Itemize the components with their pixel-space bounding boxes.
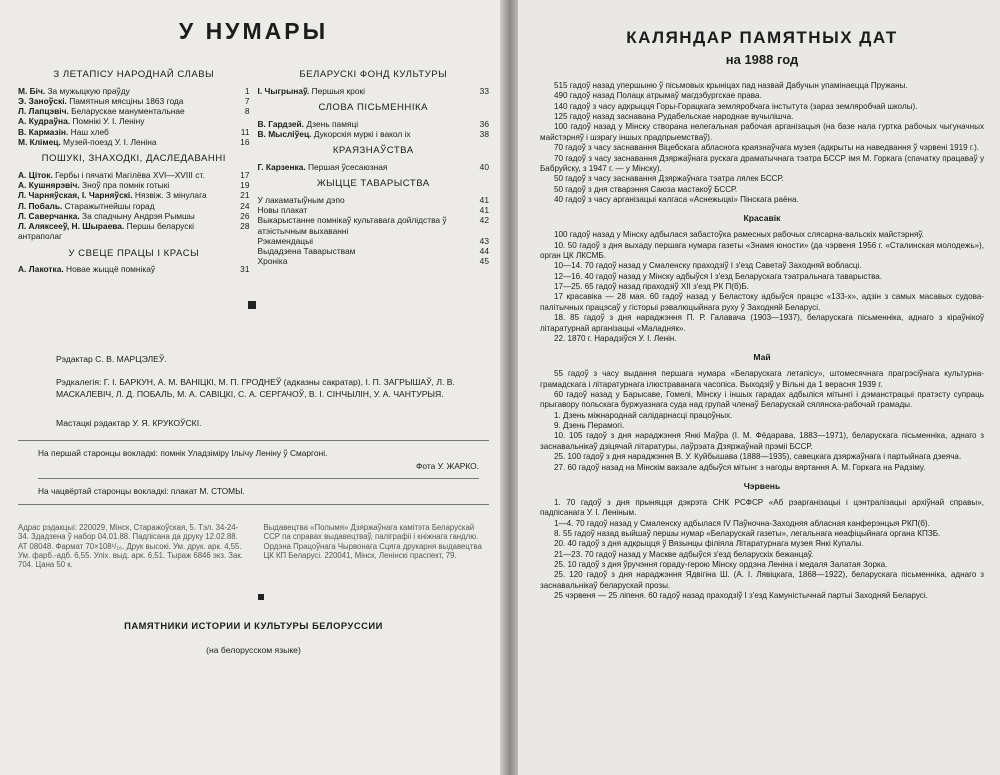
small-square-marker [258, 594, 264, 600]
calendar-subtitle: на 1988 год [725, 52, 799, 67]
calendar-item: 25. 100 гадоў з дня нараджэння В. У. Куйбышава (1888—1935), савецкага дзяржаўнага і партыйнага дзеяча. [554, 452, 962, 462]
imprint-right: Выдавецтва «Полымя» Дзяржаўнага камітэта Беларускай ССР па справах выдавецтваў, паліграфіі і кніжнага гандлю. Ордэна Працоўнага Чырвонага Сцяга друкарня выдавецтва ЦК КП Беларусі. 220041, Мінск, Ленінскі праспект, 79. [263, 523, 482, 561]
entry-text [18, 221, 236, 242]
entry-page: 16 [240, 136, 250, 147]
entry-author: М. Біч. [18, 85, 46, 96]
entry-text [18, 106, 185, 116]
calendar-item: 490 гадоў назад Полацк атрымаў магдэбургскае права. [554, 91, 762, 101]
entry-text [258, 256, 288, 266]
entry-author: А. Лакотка. [18, 264, 64, 275]
contents-title: У НУМАРЫ [178, 18, 329, 44]
entry-title: Новае жыццё помнікаў [66, 264, 156, 275]
calendar-item: 60 гадоў назад у Барысаве, Гомелі, Мінску і іншых гарадах адбыліся мітынгі і дэманстрацыі пратэсту супраць прыгавору польскага буржуазнага суда над групай членаў Беларускай сялянска-рабочай грамады. [540, 389, 984, 410]
entry-page: 38 [479, 128, 489, 139]
section-heading: СЛОВА ПІСЬМЕННІКА [318, 101, 428, 113]
section-heading: У СВЕЦЕ ПРАЦЫ І КРАСЫ [68, 247, 200, 259]
calendar-item: 50 гадоў з часу заснавання Дзяржаўнага тэатра лялек БССР. [554, 174, 784, 184]
calendar-item: 18. 85 гадоў з дня нараджэння П. Р. Галавача (1903—1937), беларускага пісьменніка, аднаго з кіраўнікоў літаратурнай арганізацыі «Маладняк». [540, 313, 984, 333]
cover-note-1: На першай старонцы вокладкі: помнік Уладзіміру Ільічу Леніну ў Смаргоні. [38, 448, 328, 459]
contents-entry [258, 195, 490, 205]
contents-entry [18, 221, 250, 242]
entry-text [258, 236, 313, 246]
entry-page: 26 [240, 210, 250, 221]
calendar-item: 70 гадоў з часу заснавання Дзяржаўнага рускага драматычнага тэатра БССР імя М. Горкага (спачатку працаваў у Бабруйску, з 1947 г. — у Мінску). [540, 153, 984, 173]
entry-title: Помнікі У. І. Леніну [72, 116, 145, 127]
calendar-item: 25. 120 гадоў з дня нараджэння Ядвігіна Ш. (А. І. Лявіцкага, 1868—1922), беларускага пісьменніка, аднаго з заснавальнікаў беларускай прозы. [540, 570, 984, 590]
entry-text [258, 195, 345, 205]
section-heading: БЕЛАРУСКІ ФОНД КУЛЬТУРЫ [299, 69, 448, 80]
cover-notes [38, 447, 479, 498]
entry-page: 40 [479, 161, 489, 172]
entry-title: Наш хлеб [70, 126, 109, 137]
divider [18, 440, 489, 441]
entry-title: Беларускае манументальнае [71, 106, 185, 117]
entry-text [258, 119, 359, 129]
calendar-item: 10. 105 гадоў з дня нараджэння Янкі Маўра (І. М. Фёдарава, 1883—1971), беларускага пісьменніка, аднаго з заснавальнікаў дзіцячай літаратуры, лаўрэата Дзяржаўнай прэміі БССР. [540, 431, 984, 451]
calendar-item: 9. Дзень Перамогі. [554, 421, 625, 431]
calendar-item: 25 чэрвеня — 25 ліпеня. 60 гадоў назад праходзіў І з'езд Камуністычнай партыі Заходняй Беларусі. [554, 591, 928, 601]
book-gutter [500, 0, 520, 775]
calendar-item: 100 гадоў назад у Мінску створана нелегальная рабочая арганізацыя (на базе нала гуртка рабочых чыгуначных майстэрняў і шэрагу іншых прадпрыемстваў). [540, 122, 984, 142]
entry-text [258, 129, 411, 139]
contents-entry [258, 246, 490, 256]
entry-title: Памятныя мясціны 1863 года [69, 95, 184, 106]
entry-text [18, 127, 109, 137]
entry-page: 7 [244, 95, 250, 106]
entry-page: 1 [244, 85, 250, 96]
contents-entry [18, 116, 250, 126]
section-heading: ЖЫЦЦЕ ТАВАРЫСТВА [316, 178, 430, 190]
calendar-item: 12—16. 40 гадоў назад у Мінску адбыўся І з'езд Беларускага тэатральнага таварыства. [554, 271, 883, 281]
calendar-item: 100 гадоў назад у Мінску адбылася забастоўка рамесных рабочых слясарна-вальскіх майстэрняў. [554, 230, 924, 240]
entry-author: Л. Лапцэвіч. [18, 106, 69, 117]
square-marker [248, 301, 256, 309]
credits [56, 353, 489, 431]
calendar-item: 515 гадоў назад упершыню ў пісьмовых крыніцах пад назвай Дабучын упамінаецца Пружаны. [554, 81, 908, 90]
contents-entry [258, 86, 490, 96]
entry-author: В. Мысліўец. [257, 128, 312, 139]
entry-text [18, 116, 144, 126]
divider [38, 478, 479, 479]
entry-title: Хроніка [257, 256, 288, 267]
contents-entry [18, 86, 250, 96]
entry-title: Выдадзена Таварыствам [257, 246, 356, 257]
entry-title: Музей-поезд У. І. Леніна [63, 136, 157, 147]
entry-text [18, 264, 155, 274]
divider [18, 504, 489, 505]
entry-text [258, 205, 308, 215]
entry-page: 19 [240, 180, 250, 191]
entry-author: Э. Заноўскі. [18, 95, 67, 106]
entry-page: 43 [479, 235, 489, 246]
calendar-item: 27. 60 гадоў назад на Мінскім вакзале адбыўся мітынг з нагоды вяртання А. М. Горкага на Радзіму. [554, 462, 926, 472]
art-editor: Мастацкі рэдактар У. Я. КРУКОЎСКІ. [56, 418, 202, 429]
contents-entry [258, 129, 490, 139]
photo-credit: Фота У. ЖАРКО. [416, 460, 479, 471]
calendar-item: 1—4. 70 гадоў назад у Смаленску адбылася IV Паўночна-Заходняя абласная канферэнцыя РКП(б). [554, 518, 930, 528]
contents-column-2 [258, 63, 490, 275]
calendar-item: 21—23. 70 гадоў назад у Маскве адбыўся з'езд беларускіх бежанцаў. [554, 549, 814, 559]
calendar-item: 1. 70 гадоў з дня прыняцця дэкрэта СНК РСФСР «Аб рэарганізацыі і цэнтралізацыі архіўнай справы», падпісанага У. І. Леніным. [540, 497, 984, 518]
entry-title: Нязвіж. З мінулага [134, 190, 207, 201]
entry-title: Першыя крокі [311, 85, 366, 96]
entry-author: А. Кудраўна. [18, 116, 71, 127]
calendar-item: 22. 1870 г. Нарадзіўся У. І. Ленін. [554, 333, 677, 343]
entry-author: А. Кушнярэвіч. [18, 180, 80, 191]
entry-page: 45 [479, 256, 489, 267]
calendar-item: 125 гадоў назад заснавана Рудабельскае народнае вучылішча. [554, 112, 794, 122]
calendar-item: 50 гадоў з дня стварэння Саюза мастакоў БССР. [554, 184, 738, 194]
contents-entry [258, 119, 490, 129]
contents-entry [18, 211, 250, 221]
entry-page [236, 116, 250, 126]
calendar-item: 10. 50 гадоў з дня выхаду першага нумара газеты «Знамя юности» (да чэрвеня 1956 г. «Сталинская молодежь»), орган ЦК ЛКСМБ. [540, 240, 984, 261]
entry-author: В. Кармазін. [18, 126, 69, 137]
entry-text [18, 96, 183, 106]
contents-entry [18, 201, 250, 211]
entry-title: Выкарыстанне помнікаў культавага дойлідства ў атэістычным выхаванні [257, 215, 447, 236]
entry-title: У лакаматыўным дэпо [257, 194, 345, 205]
entry-author: Л. Аляксееў, Н. Шыраева. [18, 221, 125, 232]
entry-author: Л. Саверчанка. [18, 210, 80, 221]
contents-entry [18, 137, 250, 147]
contents-entry [18, 106, 250, 116]
entry-page: 8 [244, 106, 250, 117]
entry-title: Зноў пра помнік готыкі [82, 180, 170, 191]
section-heading: З ЛЕТАПІСУ НАРОДНАЙ СЛАВЫ [53, 69, 215, 80]
entry-text [18, 211, 195, 221]
calendar-body [540, 81, 984, 601]
entry-author: В. Гардзей. [257, 118, 305, 129]
entry-page: 28 [240, 221, 250, 232]
entry-text [18, 180, 169, 190]
month-heading: Чэрвень [743, 480, 781, 491]
entry-text [18, 86, 130, 96]
entry-page: 24 [240, 200, 250, 211]
calendar-item: 8. 55 гадоў назад выйшаў першы нумар «Беларускай газеты», легальнага неафіцыйнага органа КПЗБ. [554, 528, 941, 538]
calendar-item: 17 красавіка — 28 мая. 60 гадоў назад у Беластоку адбыўся працэс «133-х», адзін з самых масавых судова-палітычных працэсаў у гісторыі рэвалюцыйнага руху ў Заходняй Беларусі. [540, 292, 984, 312]
entry-title: Гербы і пячаткі Магілёва XVI—XVIII ст. [55, 169, 205, 180]
entry-title: Першы беларускі антраполаг [18, 221, 194, 242]
entry-page: 17 [240, 169, 250, 180]
entry-author: М. Клімец. [18, 136, 61, 147]
entry-author: Л. Чарняўская, І. Чарняўскі. [18, 190, 133, 201]
calendar-item: 17—25. 65 гадоў назад праходзіў XII з'езд РК П(б)Б. [554, 282, 749, 292]
contents-entry [18, 170, 250, 180]
calendar-item: 10—14. 70 гадоў назад у Смаленску праходзіў І з'езд Саветаў Заходняй вобласці. [554, 261, 862, 271]
entry-text [18, 137, 156, 147]
editorial-board: Рэдкалегія: Г. І. БАРКУН, А. М. ВАНІЦКІ, М. П. ГРОДНЕЎ (адказны сакратар), І. П. ЗАГРЫШАЎ, Л. В. МАСКАЛЕВІЧ, Л. Д. ПОБАЛЬ, М. А. САВІЦКІ, С. А. СЕРГАЧОЎ, В. І. СІНЧЫЛІН, У. А. ЧАНТУРЫЯ. [56, 376, 455, 400]
entry-text [258, 246, 356, 256]
entry-page: 44 [479, 246, 489, 257]
contents-entry [18, 264, 250, 274]
contents-entry [18, 180, 250, 190]
contents-entry [18, 127, 250, 137]
entry-title: Дзень памяці [306, 118, 359, 129]
calendar-item: 55 гадоў з часу выдання першага нумара «Беларускага летапісу», штомесячнага прагрэсіўнага культурна-грамадскага і літаратурнага ілюстраванага часопіса. Выходзіў у Вільні да 1 верасня 1939 г. [540, 369, 984, 389]
contents-entry [258, 256, 490, 266]
entry-title: За мужыцкую праўду [47, 85, 130, 96]
series-title: ПАМЯТНИКИ ИСТОРИИ И КУЛЬТУРЫ БЕЛОРУССИИ [124, 619, 383, 631]
entry-author: Л. Побаль. [18, 200, 63, 211]
entry-title: Новы плакат [257, 205, 308, 216]
entry-page: 21 [240, 190, 250, 201]
month-heading: Май [753, 352, 771, 363]
entry-page: 31 [240, 264, 250, 275]
calendar-item: 25. 10 гадоў з дня ўручэння гораду-герою Мінску ордэна Леніна і медаля Залатая Зорка. [554, 560, 888, 570]
entry-title: Дукорскія муркі і вакол іх [313, 128, 411, 139]
entry-title: Першая ўсесаюзная [308, 161, 388, 172]
entry-text [258, 86, 366, 96]
entry-page: 42 [479, 215, 489, 226]
calendar-item: 140 гадоў з часу адкрыцця Горы-Горацкага земляробчага інстытута (зараз земляробчай школы). [554, 101, 918, 111]
entry-text [18, 190, 207, 200]
contents-entry [258, 205, 490, 215]
contents-column-1 [18, 63, 250, 275]
calendar-title: КАЛЯНДАР ПАМЯТНЫХ ДАТ [626, 28, 898, 47]
entry-text [258, 215, 476, 236]
entry-title: Рэкамендацыі [257, 235, 313, 246]
entry-text [18, 170, 205, 180]
calendar-item: 70 гадоў з часу заснавання Віцебскага абласнога краязнаўчага музея (адкрыты на наведвання ў чэрвені 1919 г.). [554, 143, 980, 153]
contents-columns [18, 63, 489, 275]
calendar-item: 20. 40 гадоў з дня адкрыцця ў Вязынцы філіяла Літаратурнага музея Янкі Купалы. [554, 539, 864, 549]
entry-title: Старажытнейшы горад [64, 200, 155, 211]
entry-page: 41 [479, 205, 489, 216]
imprint [18, 523, 489, 570]
month-heading: Красавік [743, 213, 781, 224]
calendar-item: 40 гадоў з часу арганізацыі калгаса «Аснежыцкі» Пінскага раёна. [554, 194, 799, 204]
entry-page: 11 [240, 126, 250, 137]
editor-line: Рэдактар С. В. МАРЦЭЛЕЎ. [56, 353, 167, 364]
contents-entry [18, 96, 250, 106]
section-heading: ПОШУКІ, ЗНАХОДКІ, ДАСЛЕДАВАННІ [41, 153, 226, 165]
contents-entry [258, 162, 490, 172]
calendar-item: 1. Дзень міжнароднай салідарнасці працоўных. [554, 410, 733, 420]
entry-author: А. Ціток. [18, 169, 53, 180]
entry-page: 33 [479, 85, 489, 96]
section-heading: КРАЯЗНАЎСТВА [332, 145, 414, 157]
entry-page: 41 [479, 194, 489, 205]
right-page [518, 0, 1000, 775]
cover-note-2: На чацвёртай старонцы вокладкі: плакат М. СТОМЫ. [38, 486, 245, 497]
contents-entry [258, 236, 490, 246]
contents-entry [258, 215, 490, 236]
entry-text [18, 201, 155, 211]
entry-text [258, 162, 388, 172]
contents-entry [18, 190, 250, 200]
entry-page: 36 [479, 118, 489, 129]
series-language: (на белорусском языке) [206, 644, 301, 655]
entry-title: За спадчыну Андрэя Рымшы [82, 210, 195, 221]
imprint-left: Адрас рэдакцыі: 220029, Мінск, Старажоўская, 5. Тэл. 34-24-34. Здадзена ў набор 04.01.88. Падпісана да друку 12.02.88. АТ 08048. Фармат 70×108¹/₁₆. Друк высокі. Ум. друк. арк. 4,55. Ум. фарб.-адб. 6,55. Уліх. выд. арк. 6,51. Тыраж 6846 экз. Зак. 704. Цана 50 к. [18, 523, 243, 570]
entry-author: І. Чыгрынаў. [257, 85, 310, 96]
entry-author: Г. Карзенка. [257, 161, 306, 172]
